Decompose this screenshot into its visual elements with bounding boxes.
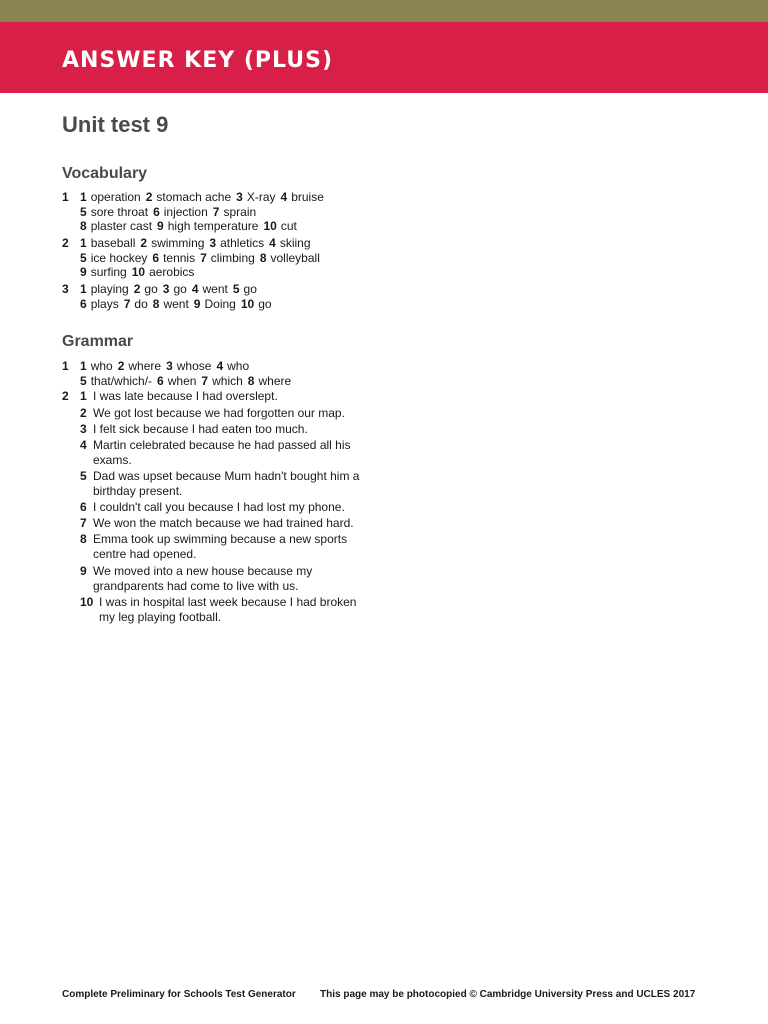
footer-title: Complete Preliminary for Schools Test Generator — [62, 989, 296, 1000]
answer-item: 3 X-ray — [236, 190, 276, 204]
answer-item: 2 where — [117, 359, 162, 373]
answer-item: 1 playing — [80, 282, 129, 296]
answer-line — [80, 374, 296, 388]
answer-item: 6 when — [157, 373, 197, 388]
answer-item: 3 go — [162, 282, 187, 296]
answer-item: 1 who — [80, 359, 113, 373]
answer-item: 10 cut — [263, 219, 297, 233]
answer-item: 1 operation — [80, 190, 141, 204]
answer-line — [80, 265, 199, 279]
answer-item: 9 high temperature — [157, 219, 259, 233]
answer-sentence: 2 We got lost because we had forgotten our map. — [80, 406, 345, 420]
top-band — [0, 0, 768, 22]
answer-item: 5 that/which/- — [80, 373, 153, 388]
answer-item: 1 baseball — [80, 236, 136, 250]
answer-item: 8 went — [152, 296, 189, 311]
exercise-number: 3 — [62, 282, 69, 296]
answer-sentence: 1 I was late because I had overslept. — [80, 389, 278, 403]
answer-item: 3 whose — [166, 359, 212, 373]
answer-item: 10 go — [240, 296, 272, 311]
exercise-number: 1 — [62, 359, 69, 373]
answer-item: 6 tennis — [152, 250, 196, 265]
answer-line — [80, 282, 262, 296]
answer-line — [80, 251, 325, 265]
answer-line — [80, 236, 316, 250]
answer-line — [80, 297, 277, 311]
answer-item: 4 bruise — [280, 190, 324, 204]
answer-item: 7 sprain — [212, 204, 257, 219]
answer-line — [80, 190, 329, 204]
answer-item: 7 which — [201, 373, 243, 388]
answer-item: 9 surfing — [80, 265, 127, 279]
answer-item: 2 swimming — [140, 236, 205, 250]
answer-item: 8 volleyball — [259, 250, 320, 265]
answer-item: 8 plaster cast — [80, 219, 153, 233]
exercise-number: 2 — [62, 389, 69, 403]
answer-item: 7 do — [123, 296, 148, 311]
answer-item: 4 skiing — [269, 236, 311, 250]
answer-item: 5 ice hockey — [80, 250, 148, 265]
answer-sentence: 10 I was in hospital last week because I had broken my leg playing football. — [80, 595, 357, 624]
exercise-number: 1 — [62, 190, 69, 204]
grammar-heading: Grammar — [62, 333, 134, 350]
answer-item: 2 go — [133, 282, 158, 296]
answer-sentence: 4 Martin celebrated because he had passed all his exams. — [80, 438, 351, 467]
answer-item: 7 climbing — [200, 250, 255, 265]
answer-sentence: 5 Dad was upset because Mum hadn't bought him a birthday present. — [80, 469, 360, 498]
answer-item: 6 injection — [153, 204, 208, 219]
answer-item: 9 Doing — [193, 296, 236, 311]
answer-item: 8 where — [247, 373, 292, 388]
unit-title: Unit test 9 — [62, 112, 169, 137]
answer-item: 5 go — [232, 282, 257, 296]
answer-sentence: 6 I couldn't call you because I had lost my phone. — [80, 500, 345, 514]
answer-line — [80, 359, 254, 373]
answer-sentence: 3 I felt sick because I had eaten too much. — [80, 422, 308, 436]
answer-line — [80, 219, 302, 233]
answer-item: 2 stomach ache — [145, 190, 232, 204]
answer-item: 3 athletics — [209, 236, 265, 250]
answer-sentence: 7 We won the match because we had trained hard. — [80, 516, 354, 530]
answer-sentence: 8 Emma took up swimming because a new sports centre had opened. — [80, 532, 348, 561]
footer-copyright: This page may be photocopied © Cambridge University Press and UCLES 2017 — [320, 989, 696, 1000]
answer-line — [80, 205, 261, 219]
answer-item: 5 sore throat — [80, 204, 149, 219]
exercise-number: 2 — [62, 236, 69, 250]
vocabulary-heading: Vocabulary — [62, 165, 148, 182]
answer-item: 4 who — [216, 359, 250, 373]
answer-sentence: 9 We moved into a new house because my grandparents had come to live with us. — [80, 564, 313, 593]
answer-item: 4 went — [191, 282, 228, 296]
answer-item: 6 plays — [80, 296, 119, 311]
header-title: ANSWER KEY (PLUS) — [62, 48, 334, 73]
answer-item: 10 aerobics — [131, 265, 195, 279]
